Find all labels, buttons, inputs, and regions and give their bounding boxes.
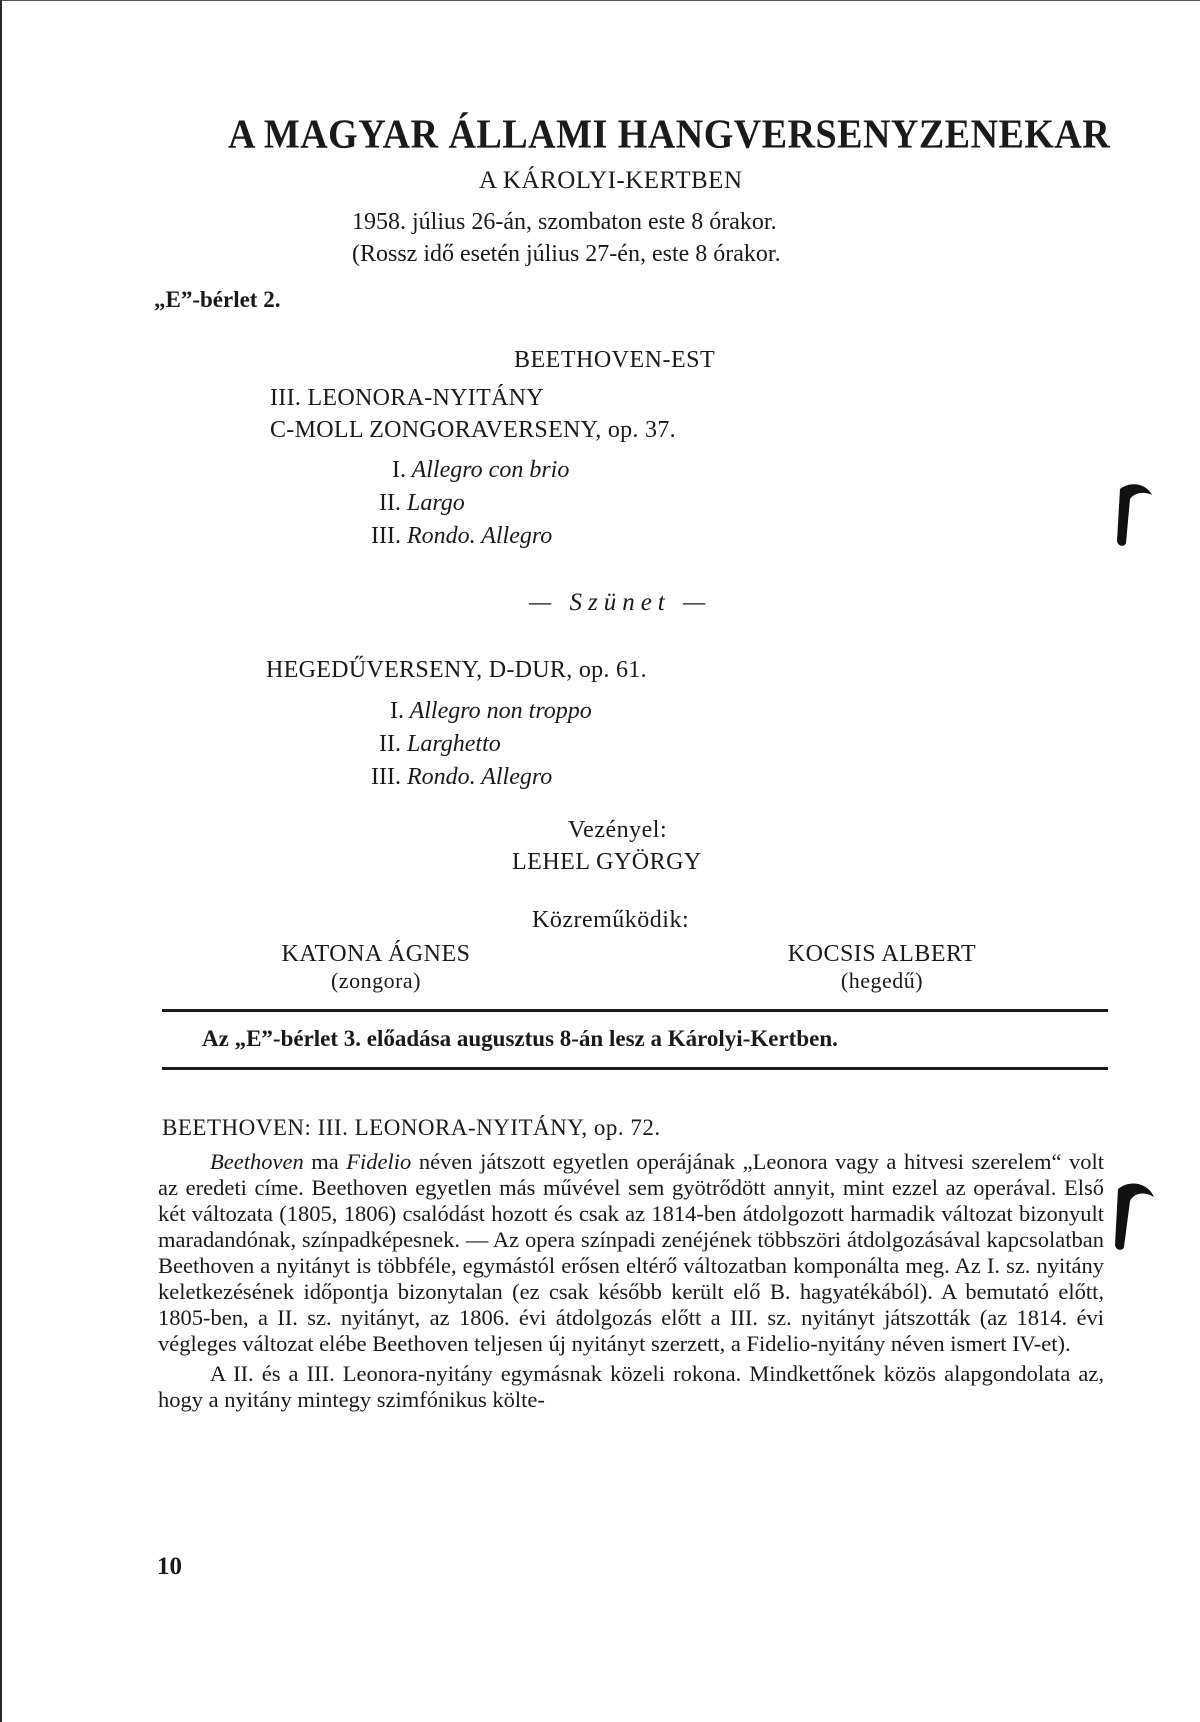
divider-top <box>162 1009 1108 1012</box>
article-heading: BEETHOVEN: III. LEONORA-NYITÁNY, op. 72. <box>162 1115 661 1140</box>
movement-name: Allegro con brio <box>411 457 570 483</box>
opera-name: Fidelio <box>346 1149 412 1174</box>
soloist-violin <box>760 941 1004 994</box>
movement <box>390 698 592 725</box>
movement-number: III. <box>371 523 401 549</box>
text-run: ma <box>303 1149 347 1174</box>
movement-number: I. <box>392 457 406 483</box>
movement-number: II. <box>379 731 401 757</box>
work-title: C-MOLL ZONGORAVERSENY, op. 37. <box>270 417 676 443</box>
soloists-label: Közreműködik: <box>532 907 690 933</box>
movement-name: Rondo. Allegro <box>406 523 553 549</box>
work-title: III. LEONORA-NYITÁNY <box>270 385 544 411</box>
conductor-label: Vezényel: <box>568 817 668 843</box>
movement <box>371 764 552 791</box>
note-mark-icon <box>1112 481 1154 549</box>
movement-number: I. <box>390 698 404 724</box>
movement <box>371 523 552 550</box>
concert-date: 1958. július 26-án, szombaton este 8 órakor. <box>352 209 777 235</box>
movement-number: III. <box>371 764 401 790</box>
movement <box>379 490 465 517</box>
page-number: 10 <box>157 1553 182 1580</box>
page-title: A MAGYAR ÁLLAMI HANGVERSENYZENEKAR <box>228 112 1111 158</box>
article-paragraph <box>158 1149 1104 1357</box>
program-title: BEETHOVEN-EST <box>514 347 716 373</box>
movement-name: Largo <box>406 490 465 516</box>
soloist-name: KATONA ÁGNES <box>281 941 471 967</box>
movement <box>379 731 501 758</box>
article-body <box>158 1149 1104 1413</box>
movement <box>392 457 569 484</box>
intermission: — Szünet — <box>529 589 712 616</box>
soloist-instrument: (hegedű) <box>840 968 924 993</box>
venue-subtitle: A KÁROLYI-KERTBEN <box>479 167 743 194</box>
subscription-series: „E”-bérlet 2. <box>154 287 281 312</box>
conductor-name: LEHEL GYÖRGY <box>512 849 702 875</box>
article-paragraph: A II. és a III. Leonora-nyitány egymásnak közeli rokona. Mindkettőnek közös alapgondolata az, hogy a nyitány mintegy szimfónikus költe- <box>158 1361 1104 1412</box>
next-concert-announcement: Az „E”-bérlet 3. előadása augusztus 8-án lesz a Károlyi-Kertben. <box>202 1026 838 1051</box>
movement-number: II. <box>379 490 401 516</box>
soloist-piano <box>266 941 486 994</box>
note-mark-icon <box>1110 1179 1156 1253</box>
soloist-instrument: (zongora) <box>330 968 421 993</box>
movement-name: Rondo. Allegro <box>406 764 553 790</box>
rain-date: (Rossz idő esetén július 27-én, este 8 órakor. <box>352 241 781 267</box>
soloist-name: KOCSIS ALBERT <box>787 941 977 967</box>
divider-bottom <box>162 1067 1108 1070</box>
movement-name: Allegro non troppo <box>409 698 592 724</box>
work-title: HEGEDŰVERSENY, D-DUR, op. 61. <box>266 657 647 683</box>
movement-name: Larghetto <box>406 731 501 757</box>
composer-name: Beethoven <box>210 1149 304 1174</box>
text-run: néven játszott egyetlen operájának „Leonora vagy a hitvesi szerelem“ volt az eredeti címe. Beethoven egyetlen más művével sem gyötrődött annyit, mint ezzel az operával. Első két változata (1805, 1806) csalódást hozott és csak az 1814-ben átdolgozott harmadik változat bizonyult maradandónak, színpadképesnek. — Az opera színpadi zenéjének többszöri átdolgozásával kapcsolatban Beethoven a nyitányt is többféle, egymástól erősen eltérő változatban komponálta meg. Az I. sz. nyitány keletkezésének időpontja bizonytalan (ez csak később került elő B. hagyatékából). A bemutató előtt, 1805-ben, a II. sz. nyitányt, az 1806. évi átdolgozás előtt a III. sz. nyitányt játszották (az 1814. évi végleges változat elébe Beethoven teljesen új nyitányt szerzett, a Fidelio-nyitány néven ismert IV-et). <box>158 1149 1104 1356</box>
